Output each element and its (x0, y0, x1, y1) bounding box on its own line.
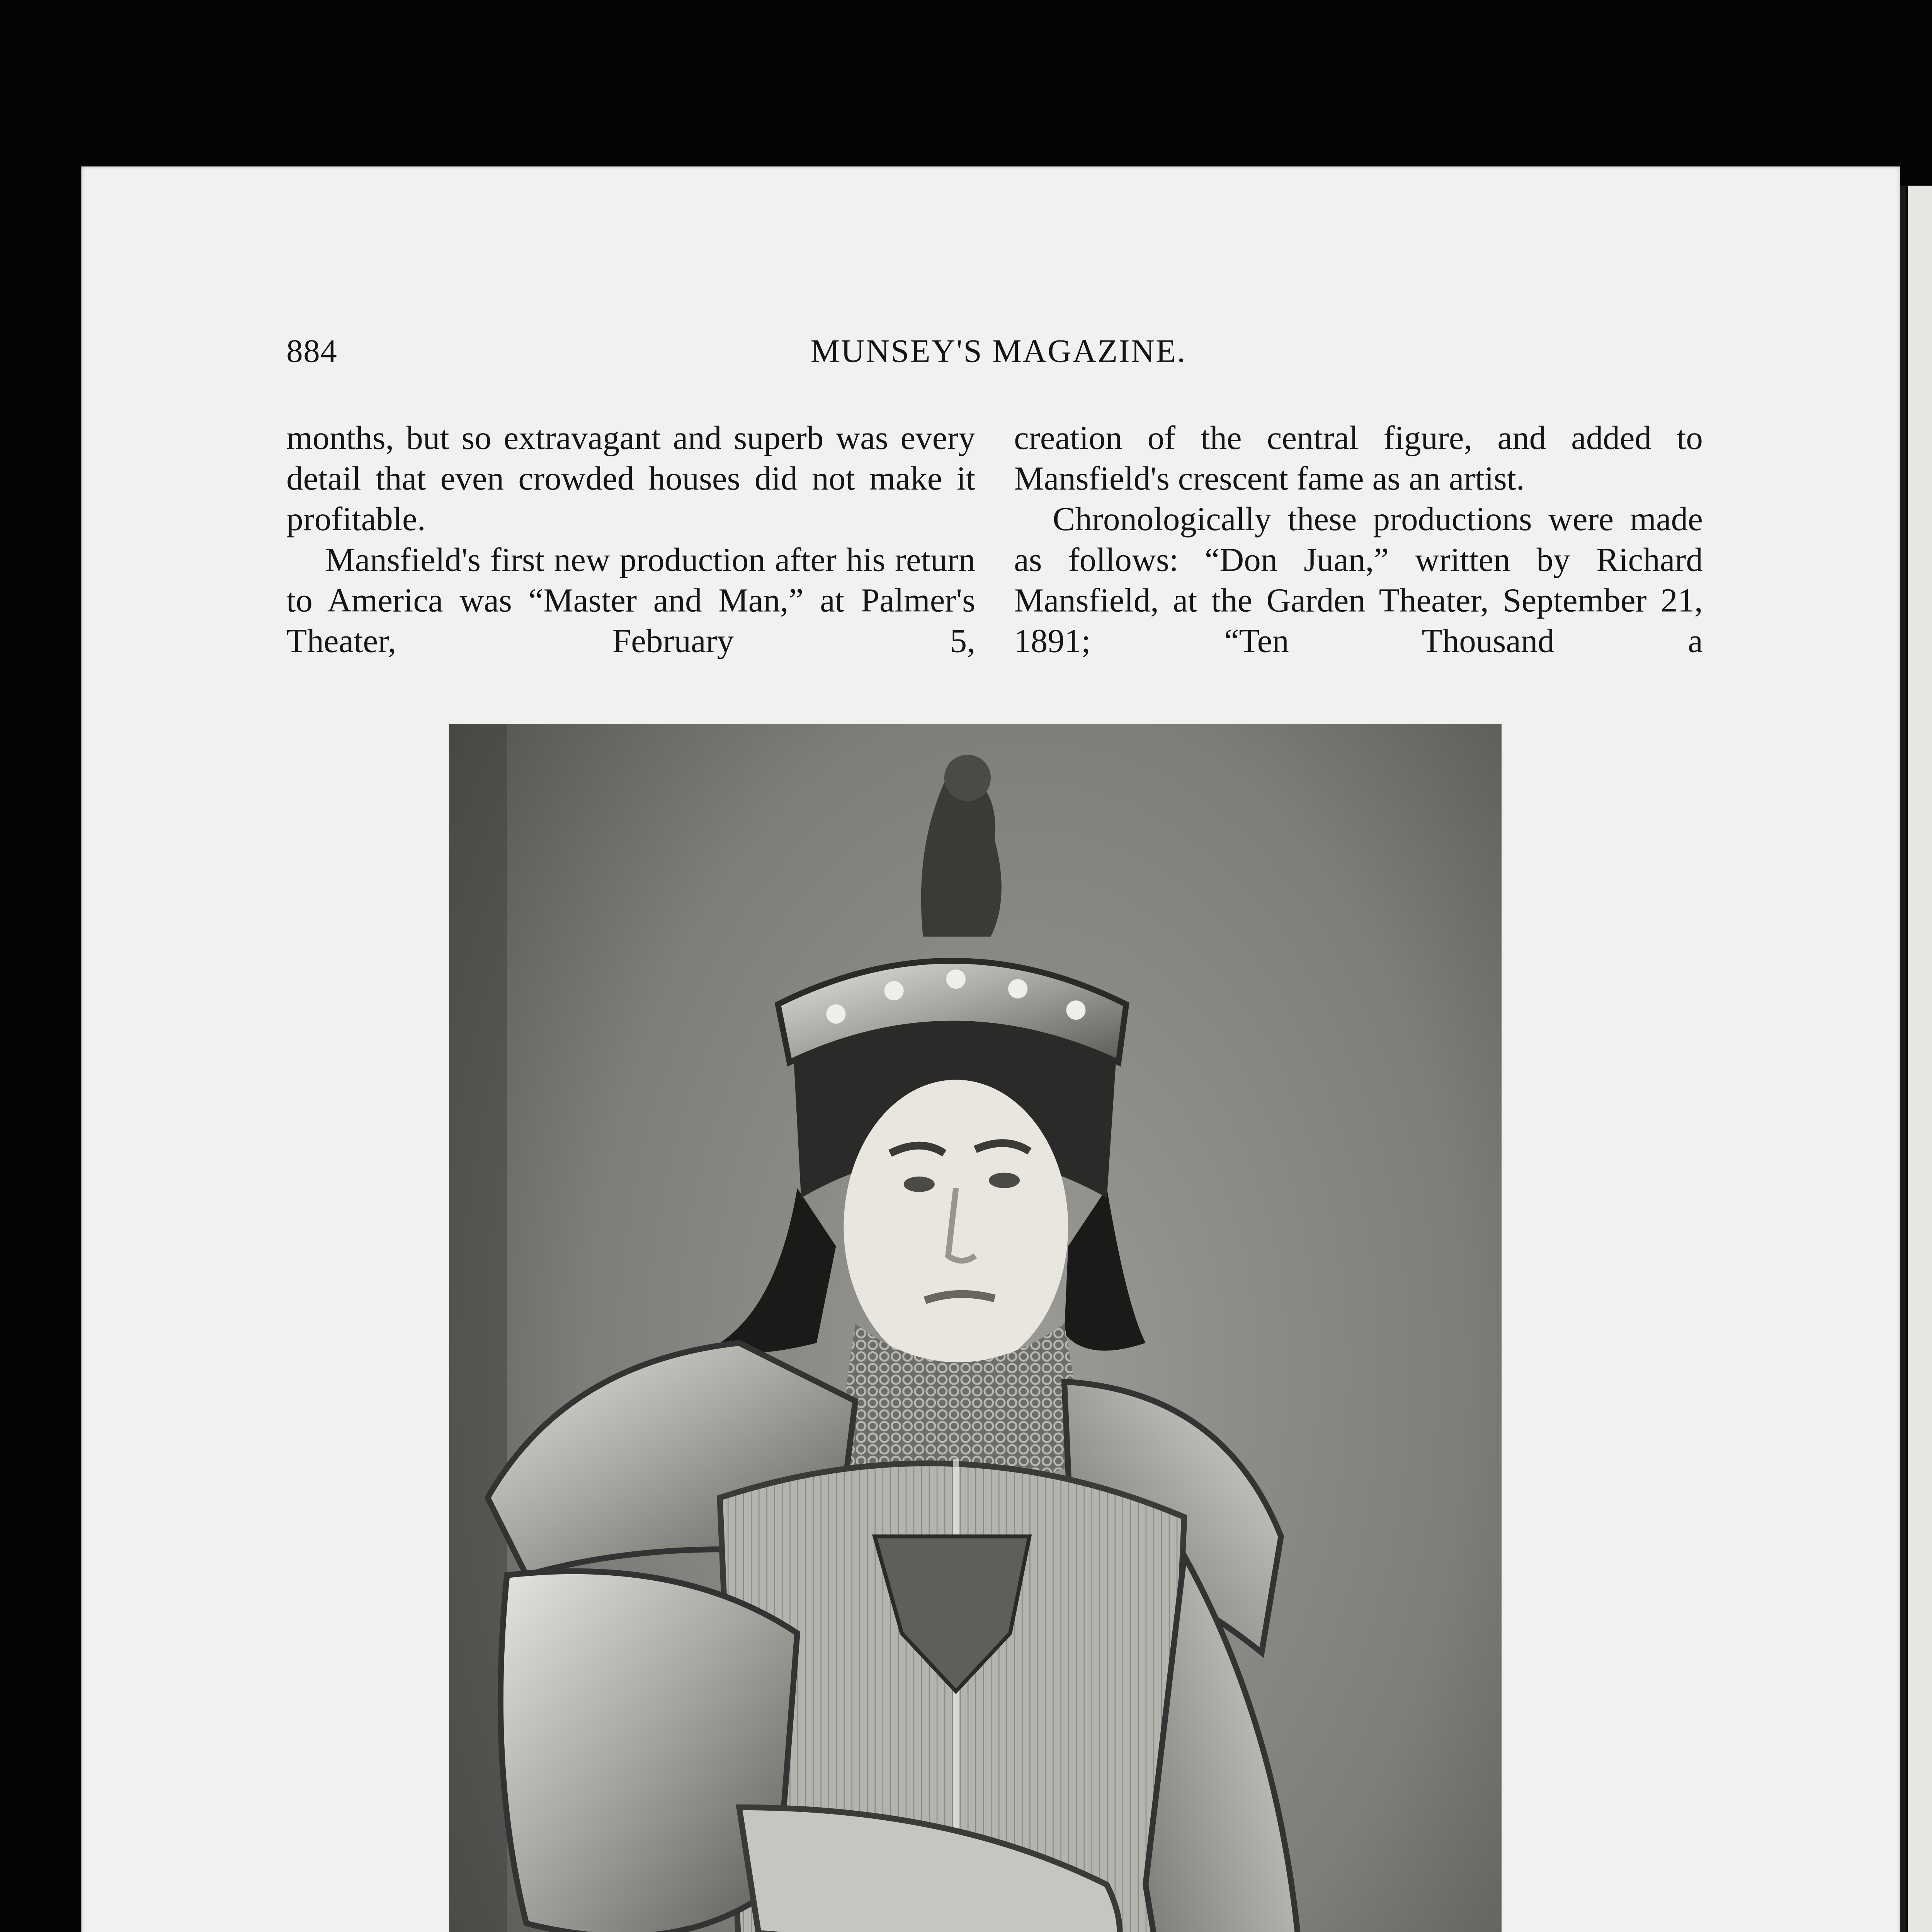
richard-iii-photograph (449, 724, 1502, 1932)
magazine-page (81, 167, 1900, 1932)
next-page-edge (1908, 186, 1932, 1932)
page-gutter-line (1900, 186, 1906, 1932)
paragraph: Mansfield's first new production after his return to America was “Master and Man,” at Palmer's Theater, February 5, (286, 540, 975, 660)
top-left-column (286, 418, 975, 662)
page-number: 884 (286, 333, 338, 370)
paragraph: months, but so extravagant and superb was every detail that even crowded houses did not make it profitable. (286, 418, 975, 538)
top-right-column (1014, 418, 1703, 662)
running-head: MUNSEY'S MAGAZINE. (810, 333, 1187, 370)
page-header (286, 333, 1711, 379)
paragraph: Chronologically these productions were made as follows: “Don Juan,” written by Richard Mansfield, at the Garden Theater, September 21, 1891; “Ten Thousand a (1014, 499, 1703, 660)
paragraph: creation of the central figure, and added to Mansfield's crescent fame as an artist. (1014, 418, 1703, 498)
